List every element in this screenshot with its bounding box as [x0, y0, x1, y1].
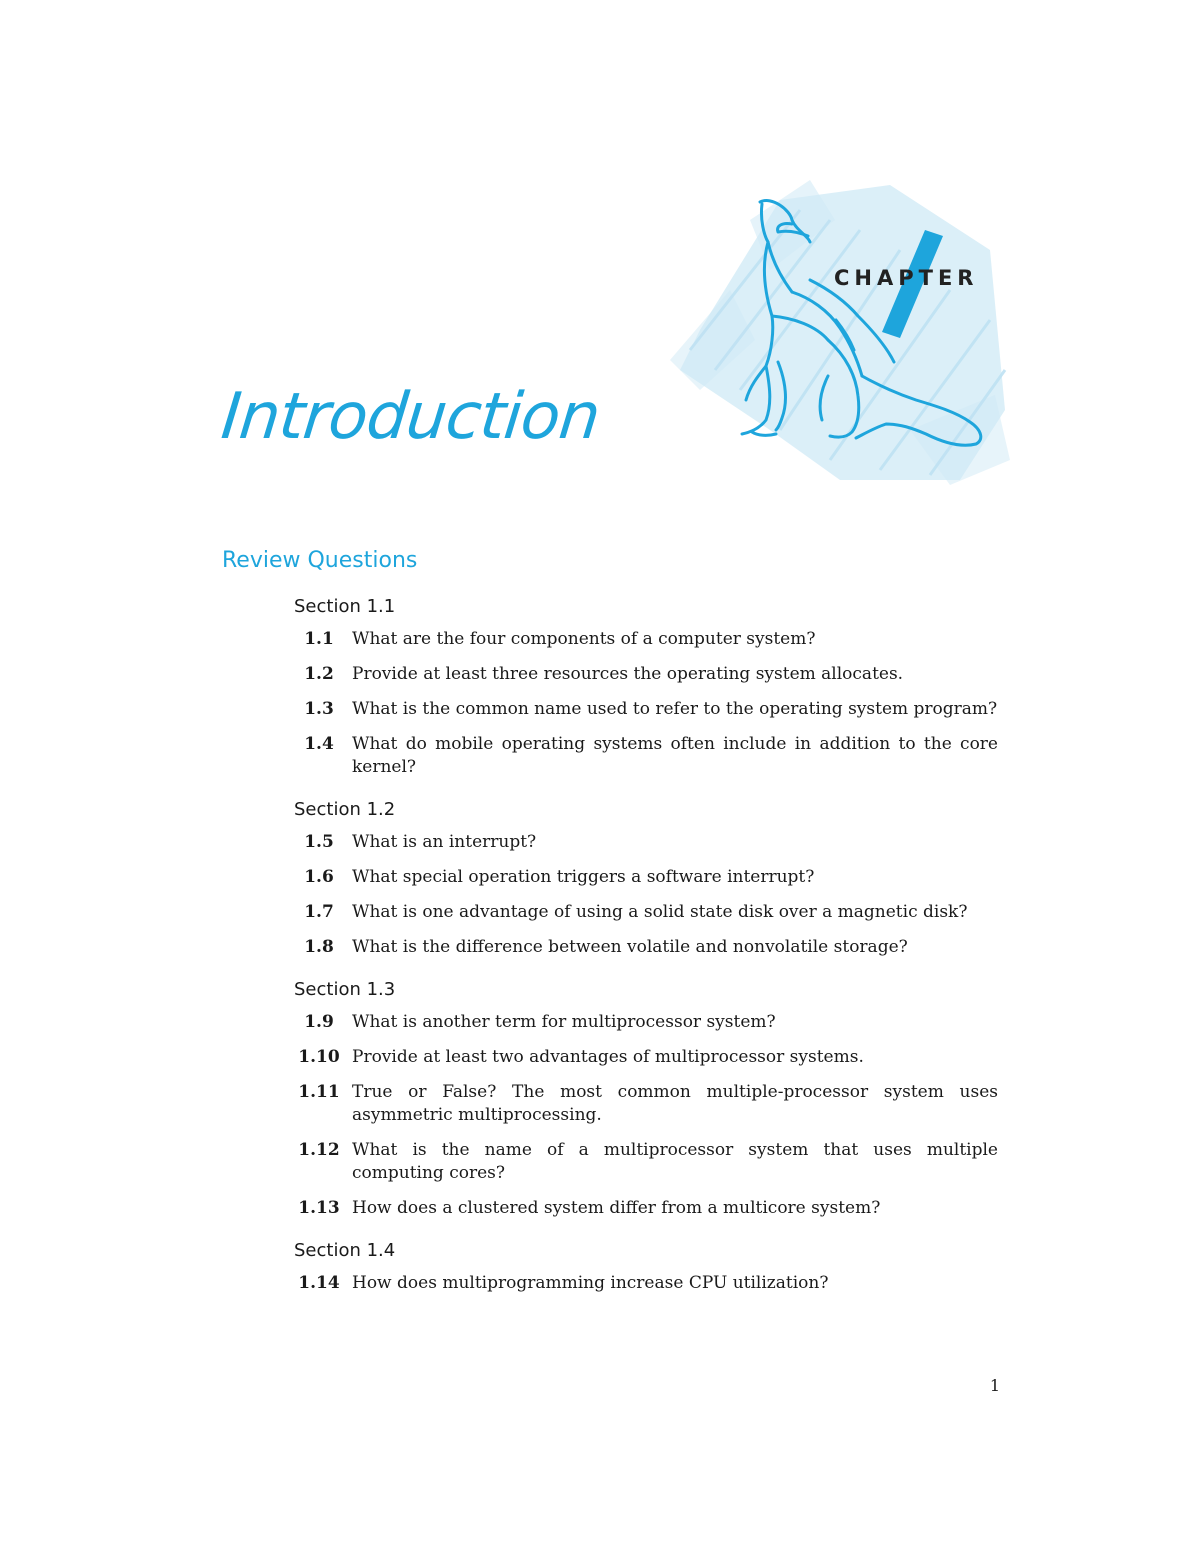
question-text: What is the difference between volatile and nonvolatile storage? [352, 937, 908, 957]
question-item [294, 663, 998, 686]
question-item [294, 733, 998, 779]
chapter-title: Introduction [218, 380, 603, 454]
question-number: 1.13 [298, 1198, 340, 1218]
question-text: How does a clustered system differ from a multicore system? [352, 1198, 881, 1218]
section-title: Section 1.4 [294, 1240, 396, 1261]
question-number: 1.4 [304, 734, 334, 754]
question-item [294, 1272, 998, 1295]
question-text: How does multiprogramming increase CPU utilization? [352, 1273, 829, 1293]
question-text: What is the name of a multiprocessor system that uses multiple computing cores? [352, 1140, 998, 1183]
question-item [294, 866, 998, 889]
chapter-label: CHAPTER [834, 266, 979, 290]
section-1-3 [294, 979, 998, 1220]
question-item [294, 1046, 998, 1069]
question-item [294, 1081, 998, 1127]
review-questions-heading: Review Questions [222, 548, 418, 573]
question-text: What do mobile operating systems often include in addition to the core kernel? [352, 734, 998, 777]
review-sections [294, 596, 998, 1315]
section-title: Section 1.3 [294, 979, 396, 1000]
section-1-4 [294, 1240, 998, 1295]
question-number: 1.12 [298, 1140, 340, 1160]
section-title: Section 1.1 [294, 596, 396, 617]
page-number: 1 [989, 1376, 1000, 1395]
dinosaur-illustration [660, 180, 1010, 490]
question-number: 1.10 [298, 1047, 340, 1067]
question-text: Provide at least three resources the operating system allocates. [352, 664, 904, 684]
question-number: 1.1 [304, 629, 334, 649]
question-text: What is another term for multiprocessor system? [352, 1012, 776, 1032]
question-text: What are the four components of a computer system? [352, 629, 816, 649]
section-1-1 [294, 596, 998, 779]
watercolor-wash [670, 180, 1010, 485]
question-text: What is one advantage of using a solid state disk over a magnetic disk? [352, 902, 968, 922]
question-number: 1.8 [304, 937, 334, 957]
question-item [294, 1139, 998, 1185]
question-text: True or False? The most common multiple-processor system uses asymmetric multiprocessing. [352, 1082, 998, 1125]
question-text: What is an interrupt? [352, 832, 537, 852]
question-item [294, 698, 998, 721]
question-number: 1.2 [304, 664, 334, 684]
question-number: 1.9 [304, 1012, 334, 1032]
question-text: What special operation triggers a software interrupt? [352, 867, 815, 887]
question-number: 1.3 [304, 699, 334, 719]
question-number: 1.6 [304, 867, 334, 887]
question-item [294, 901, 998, 924]
section-title: Section 1.2 [294, 799, 396, 820]
question-text: What is the common name used to refer to the operating system program? [352, 699, 998, 719]
question-item [294, 1011, 998, 1034]
question-item [294, 1197, 998, 1220]
question-number: 1.5 [304, 832, 334, 852]
question-number: 1.7 [304, 902, 334, 922]
question-text: Provide at least two advantages of multiprocessor systems. [352, 1047, 864, 1067]
question-number: 1.11 [298, 1082, 340, 1102]
question-item [294, 628, 998, 651]
question-item [294, 936, 998, 959]
question-item [294, 831, 998, 854]
section-1-2 [294, 799, 998, 959]
question-number: 1.14 [298, 1273, 340, 1293]
